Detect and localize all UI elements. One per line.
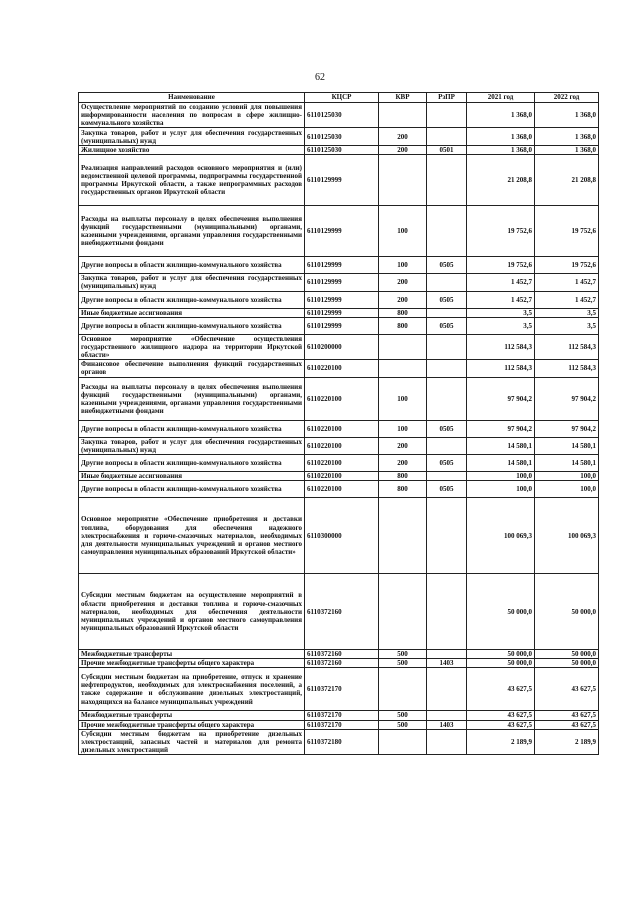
row-kcsr: 6110129999 bbox=[305, 155, 379, 206]
row-kvr: 100 bbox=[379, 206, 427, 257]
row-name: Жилищное хозяйство bbox=[79, 146, 305, 155]
budget-table bbox=[78, 92, 599, 755]
row-name: Иные бюджетные ассигнования bbox=[79, 308, 305, 317]
table-body bbox=[79, 103, 599, 755]
row-kcsr: 6110125030 bbox=[305, 146, 379, 155]
row-2022: 19 752,6 bbox=[535, 206, 599, 257]
row-kcsr: 6110372170 bbox=[305, 720, 379, 729]
row-kcsr: 6110129999 bbox=[305, 308, 379, 317]
row-kcsr: 6110200000 bbox=[305, 334, 379, 359]
row-name: Межбюджетные трансферты bbox=[79, 711, 305, 720]
row-2022: 1 368,0 bbox=[535, 103, 599, 128]
row-2021: 14 580,1 bbox=[467, 437, 535, 454]
row-2022: 2 189,9 bbox=[535, 729, 599, 754]
row-2022: 19 752,6 bbox=[535, 257, 599, 274]
row-rzpr bbox=[427, 155, 467, 206]
table-row bbox=[79, 257, 599, 274]
row-name: Межбюджетные трансферты bbox=[79, 650, 305, 659]
row-rzpr bbox=[427, 206, 467, 257]
row-kvr: 200 bbox=[379, 274, 427, 291]
column-header-2021: 2021 год bbox=[467, 93, 535, 103]
row-name: Осуществление мероприятий по созданию условий для повышения информированности населения по вопросам в сфере жилищно-коммунального хозяйства bbox=[79, 103, 305, 128]
table-row bbox=[79, 668, 599, 711]
table-row bbox=[79, 729, 599, 754]
row-2021: 100,0 bbox=[467, 472, 535, 481]
table-row bbox=[79, 472, 599, 481]
row-kvr bbox=[379, 359, 427, 377]
row-name: Прочие межбюджетные трансферты общего характера bbox=[79, 720, 305, 729]
row-kcsr: 6110129999 bbox=[305, 274, 379, 291]
row-2022: 112 584,3 bbox=[535, 359, 599, 377]
row-2021: 43 627,5 bbox=[467, 711, 535, 720]
row-2021: 100 069,3 bbox=[467, 498, 535, 574]
row-rzpr: 0505 bbox=[427, 420, 467, 437]
row-rzpr bbox=[427, 574, 467, 650]
row-2022: 3,5 bbox=[535, 308, 599, 317]
row-2021: 1 368,0 bbox=[467, 103, 535, 128]
row-name: Другие вопросы в области жилищно-коммунального хозяйства bbox=[79, 420, 305, 437]
table-row bbox=[79, 308, 599, 317]
row-kcsr: 6110372180 bbox=[305, 729, 379, 754]
row-2021: 43 627,5 bbox=[467, 668, 535, 711]
row-name: Другие вопросы в области жилищно-коммунального хозяйства bbox=[79, 481, 305, 498]
table-row bbox=[79, 377, 599, 420]
row-rzpr bbox=[427, 377, 467, 420]
row-name: Закупка товаров, работ и услуг для обеспечения государственных (муниципальных) нужд bbox=[79, 437, 305, 454]
row-kcsr: 6110220100 bbox=[305, 481, 379, 498]
row-name: Другие вопросы в области жилищно-коммунального хозяйства bbox=[79, 257, 305, 274]
row-name: Субсидии местным бюджетам на приобретение дизельных электростанций, запасных частей и материалов для ремонта дизельных электростанций bbox=[79, 729, 305, 754]
row-2021: 3,5 bbox=[467, 308, 535, 317]
column-header-kvr: КВР bbox=[379, 93, 427, 103]
row-rzpr: 0505 bbox=[427, 455, 467, 472]
table-row bbox=[79, 155, 599, 206]
row-kcsr: 6110220100 bbox=[305, 472, 379, 481]
column-header-2022: 2022 год bbox=[535, 93, 599, 103]
row-rzpr bbox=[427, 308, 467, 317]
row-2021: 43 627,5 bbox=[467, 720, 535, 729]
row-name: Другие вопросы в области жилищно-коммунального хозяйства bbox=[79, 291, 305, 308]
table-row bbox=[79, 128, 599, 146]
row-name: Закупка товаров, работ и услуг для обеспечения государственных (муниципальных) нужд bbox=[79, 274, 305, 291]
row-kcsr: 6110220100 bbox=[305, 420, 379, 437]
row-rzpr: 0505 bbox=[427, 317, 467, 334]
row-kvr: 500 bbox=[379, 711, 427, 720]
row-2022: 1 368,0 bbox=[535, 128, 599, 146]
row-kcsr: 6110129999 bbox=[305, 317, 379, 334]
row-kvr: 100 bbox=[379, 257, 427, 274]
row-rzpr: 0501 bbox=[427, 146, 467, 155]
row-rzpr bbox=[427, 729, 467, 754]
row-kcsr: 6110372170 bbox=[305, 668, 379, 711]
row-kvr: 800 bbox=[379, 472, 427, 481]
row-2022: 50 000,0 bbox=[535, 659, 599, 668]
row-2021: 100,0 bbox=[467, 481, 535, 498]
row-2022: 43 627,5 bbox=[535, 711, 599, 720]
row-kvr: 200 bbox=[379, 128, 427, 146]
row-kcsr: 6110372160 bbox=[305, 650, 379, 659]
row-name: Расходы на выплаты персоналу в целях обеспечения выполнения функций государственными (муниципальными) органами, казенными учреждениями, органами управления государственными внебюджетными фондами bbox=[79, 206, 305, 257]
row-2022: 100 069,3 bbox=[535, 498, 599, 574]
row-kvr: 800 bbox=[379, 308, 427, 317]
table-row bbox=[79, 420, 599, 437]
table-row bbox=[79, 498, 599, 574]
row-kvr: 500 bbox=[379, 659, 427, 668]
row-kcsr: 6110220100 bbox=[305, 455, 379, 472]
row-kvr: 500 bbox=[379, 650, 427, 659]
row-kvr: 200 bbox=[379, 437, 427, 454]
row-2022: 14 580,1 bbox=[535, 455, 599, 472]
table-row bbox=[79, 206, 599, 257]
column-header-name: Наименование bbox=[79, 93, 305, 103]
row-kcsr: 6110129999 bbox=[305, 291, 379, 308]
row-kcsr: 6110220100 bbox=[305, 359, 379, 377]
row-2021: 1 452,7 bbox=[467, 291, 535, 308]
row-name: Основное мероприятие «Обеспечение приобретения и доставки топлива, оборудования для обеспечения надежного электроснабжения и горюче-смазочных материалов, необходимых для деятельности муниципальных учреждений и органов местного самоуправления муниципальных образований Иркутской области» bbox=[79, 498, 305, 574]
row-kvr: 800 bbox=[379, 317, 427, 334]
row-kcsr: 6110372160 bbox=[305, 574, 379, 650]
row-2021: 1 368,0 bbox=[467, 128, 535, 146]
row-name: Другие вопросы в области жилищно-коммунального хозяйства bbox=[79, 317, 305, 334]
row-2022: 1 368,0 bbox=[535, 146, 599, 155]
row-kvr bbox=[379, 103, 427, 128]
row-2021: 1 368,0 bbox=[467, 146, 535, 155]
row-2021: 1 452,7 bbox=[467, 274, 535, 291]
row-2022: 43 627,5 bbox=[535, 720, 599, 729]
row-2022: 97 904,2 bbox=[535, 377, 599, 420]
row-rzpr: 0505 bbox=[427, 257, 467, 274]
table-row bbox=[79, 650, 599, 659]
row-kvr: 500 bbox=[379, 720, 427, 729]
row-kvr bbox=[379, 574, 427, 650]
row-name: Прочие межбюджетные трансферты общего характера bbox=[79, 659, 305, 668]
row-rzpr bbox=[427, 334, 467, 359]
row-name: Иные бюджетные ассигнования bbox=[79, 472, 305, 481]
row-kcsr: 6110129999 bbox=[305, 257, 379, 274]
table-row bbox=[79, 711, 599, 720]
row-kvr: 800 bbox=[379, 481, 427, 498]
table-row bbox=[79, 103, 599, 128]
table-row bbox=[79, 481, 599, 498]
row-2021: 112 584,3 bbox=[467, 359, 535, 377]
row-rzpr bbox=[427, 650, 467, 659]
row-name: Расходы на выплаты персоналу в целях обеспечения выполнения функций государственными (муниципальными) органами, казенными учреждениями, органами управления государственными внебюджетными фондами bbox=[79, 377, 305, 420]
row-rzpr bbox=[427, 359, 467, 377]
row-2022: 21 208,8 bbox=[535, 155, 599, 206]
row-2021: 50 000,0 bbox=[467, 574, 535, 650]
row-name: Реализация направлений расходов основного мероприятия и (или) ведомственной целевой программы, подпрограммы государственной программы Иркутской области, а также непрограммных расходов государственных органов Иркутской области bbox=[79, 155, 305, 206]
row-rzpr bbox=[427, 274, 467, 291]
row-2022: 50 000,0 bbox=[535, 574, 599, 650]
row-2021: 97 904,2 bbox=[467, 420, 535, 437]
row-2021: 19 752,6 bbox=[467, 206, 535, 257]
row-rzpr: 0505 bbox=[427, 291, 467, 308]
row-rzpr: 1403 bbox=[427, 720, 467, 729]
column-header-rzpr: РзПР bbox=[427, 93, 467, 103]
column-header-kcsr: КЦСР bbox=[305, 93, 379, 103]
row-rzpr bbox=[427, 472, 467, 481]
row-2022: 14 580,1 bbox=[535, 437, 599, 454]
row-kvr bbox=[379, 668, 427, 711]
row-kvr: 100 bbox=[379, 377, 427, 420]
row-name: Субсидии местным бюджетам на приобретение, отпуск и хранение нефтепродуктов, необходимых для электроснабжения поселений, а также содержание и обслуживание дизельных электростанций, находящихся на балансе муниципальных учреждений bbox=[79, 668, 305, 711]
row-rzpr bbox=[427, 498, 467, 574]
row-2021: 50 000,0 bbox=[467, 650, 535, 659]
row-2021: 2 189,9 bbox=[467, 729, 535, 754]
row-kcsr: 6110372170 bbox=[305, 711, 379, 720]
row-2021: 21 208,8 bbox=[467, 155, 535, 206]
row-name: Закупка товаров, работ и услуг для обеспечения государственных (муниципальных) нужд bbox=[79, 128, 305, 146]
table-row bbox=[79, 291, 599, 308]
table-row bbox=[79, 574, 599, 650]
row-kcsr: 6110125030 bbox=[305, 103, 379, 128]
row-2021: 14 580,1 bbox=[467, 455, 535, 472]
row-kcsr: 6110220100 bbox=[305, 437, 379, 454]
row-2022: 112 584,3 bbox=[535, 334, 599, 359]
row-kvr: 200 bbox=[379, 146, 427, 155]
row-2022: 50 000,0 bbox=[535, 650, 599, 659]
row-rzpr bbox=[427, 437, 467, 454]
table-row bbox=[79, 274, 599, 291]
row-kvr: 200 bbox=[379, 455, 427, 472]
row-rzpr: 1403 bbox=[427, 659, 467, 668]
row-kvr bbox=[379, 334, 427, 359]
row-name: Субсидии местным бюджетам на осуществление мероприятий в области приобретения и доставки топлива и горюче-смазочных материалов, необходимых для обеспечения деятельности муниципальных учреждений и органов местного самоуправления муниципальных образований Иркутской области bbox=[79, 574, 305, 650]
row-kcsr: 6110220100 bbox=[305, 377, 379, 420]
table-row bbox=[79, 720, 599, 729]
row-rzpr bbox=[427, 711, 467, 720]
table-row bbox=[79, 317, 599, 334]
table-row bbox=[79, 437, 599, 454]
row-2021: 3,5 bbox=[467, 317, 535, 334]
row-2021: 19 752,6 bbox=[467, 257, 535, 274]
row-kvr bbox=[379, 729, 427, 754]
row-kcsr: 6110125030 bbox=[305, 128, 379, 146]
table-row bbox=[79, 455, 599, 472]
row-name: Другие вопросы в области жилищно-коммунального хозяйства bbox=[79, 455, 305, 472]
row-2022: 43 627,5 bbox=[535, 668, 599, 711]
row-rzpr bbox=[427, 668, 467, 711]
row-2022: 100,0 bbox=[535, 472, 599, 481]
row-kcsr: 6110129999 bbox=[305, 206, 379, 257]
row-kcsr: 6110372160 bbox=[305, 659, 379, 668]
row-kcsr: 6110300000 bbox=[305, 498, 379, 574]
row-kvr: 200 bbox=[379, 291, 427, 308]
table-header-row bbox=[79, 93, 599, 103]
table-row bbox=[79, 659, 599, 668]
row-rzpr: 0505 bbox=[427, 481, 467, 498]
row-rzpr bbox=[427, 103, 467, 128]
row-kvr: 100 bbox=[379, 420, 427, 437]
row-2021: 112 584,3 bbox=[467, 334, 535, 359]
row-2021: 97 904,2 bbox=[467, 377, 535, 420]
page-number: 62 bbox=[315, 72, 325, 83]
row-2022: 1 452,7 bbox=[535, 274, 599, 291]
row-2022: 100,0 bbox=[535, 481, 599, 498]
row-2022: 1 452,7 bbox=[535, 291, 599, 308]
row-name: Основное мероприятие «Обеспечение осуществления государственного жилищного надзора на территории Иркутской области» bbox=[79, 334, 305, 359]
table-row bbox=[79, 146, 599, 155]
row-name: Финансовое обеспечение выполнения функций государственных органов bbox=[79, 359, 305, 377]
row-2022: 3,5 bbox=[535, 317, 599, 334]
row-2022: 97 904,2 bbox=[535, 420, 599, 437]
row-kvr bbox=[379, 498, 427, 574]
table-row bbox=[79, 334, 599, 359]
row-rzpr bbox=[427, 128, 467, 146]
row-kvr bbox=[379, 155, 427, 206]
table-row bbox=[79, 359, 599, 377]
row-2021: 50 000,0 bbox=[467, 659, 535, 668]
